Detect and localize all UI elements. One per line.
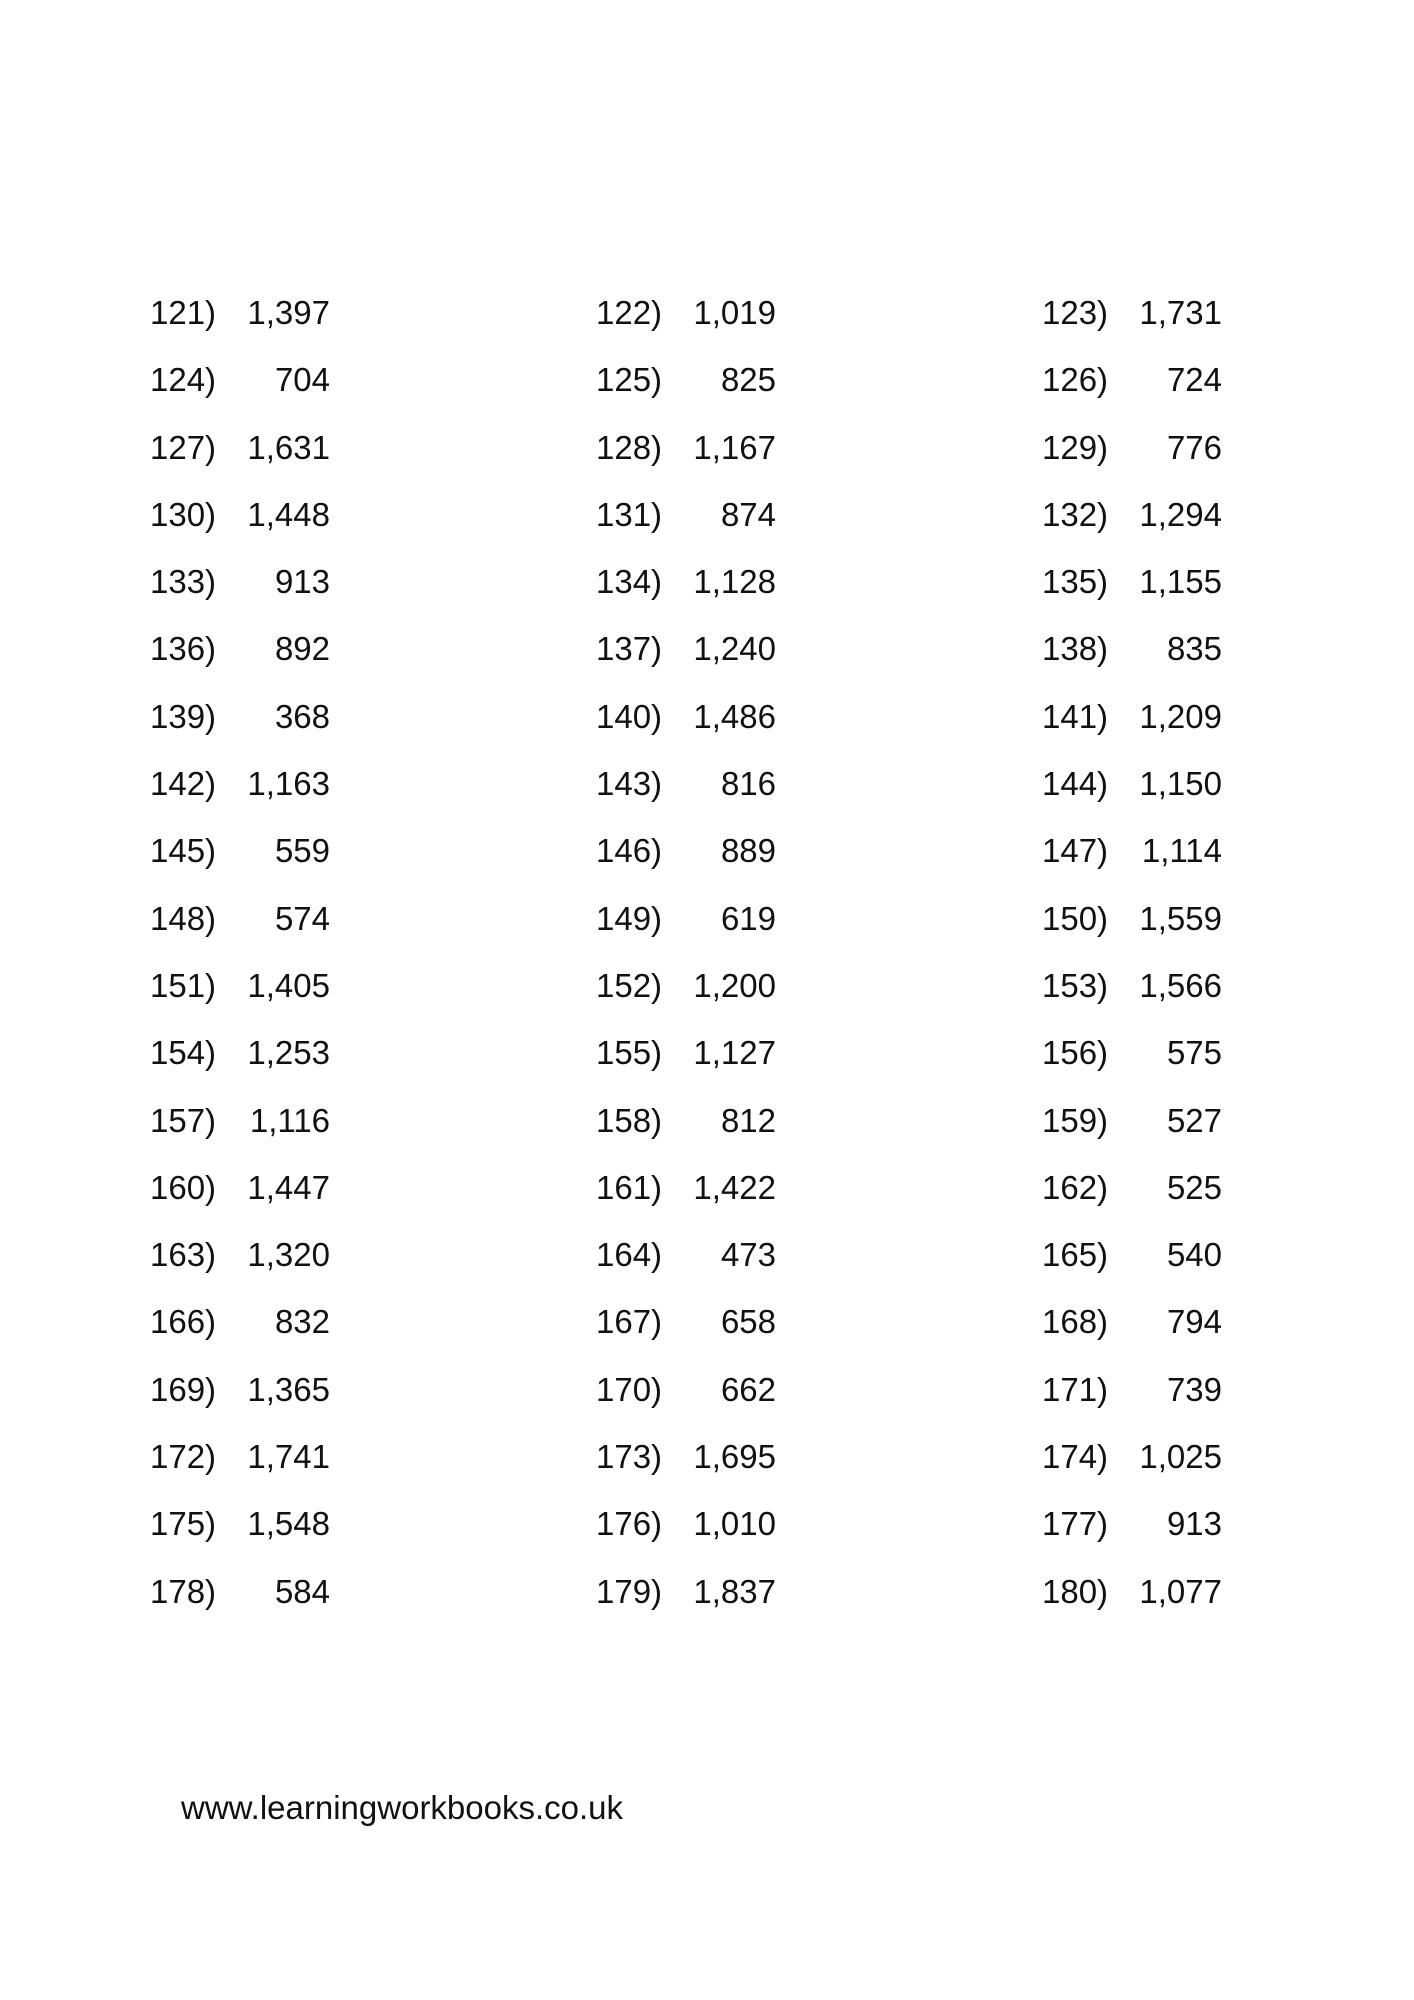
answer-item: [596, 357, 776, 403]
answer-item: [1042, 1232, 1222, 1278]
answer-item: [596, 963, 776, 1009]
question-number: 141): [1042, 697, 1109, 735]
answer-item: [1042, 626, 1222, 672]
answer-item: [596, 1299, 776, 1345]
answer-value: 794: [1166, 1303, 1222, 1341]
answer-item: [150, 559, 330, 605]
answer-value: 704: [274, 361, 330, 399]
answer-value: 1,365: [247, 1370, 330, 1408]
answer-row: [0, 290, 1414, 357]
question-number: 122): [596, 294, 663, 331]
answer-item: [150, 896, 330, 942]
answer-value: 835: [1166, 630, 1222, 668]
answer-item: [596, 1569, 776, 1615]
question-number: 131): [596, 495, 663, 533]
answer-value: 1,114: [1141, 832, 1222, 870]
question-number: 150): [1042, 899, 1109, 937]
question-number: 124): [150, 361, 217, 399]
answer-value: 1,631: [247, 428, 330, 466]
answer-item: [1042, 1501, 1222, 1547]
answer-value: 1,128: [693, 563, 776, 601]
answer-value: 1,405: [247, 966, 330, 1004]
question-number: 161): [596, 1168, 663, 1206]
answer-item: [150, 828, 330, 874]
answer-value: 1,025: [1139, 1438, 1222, 1476]
answer-item: [1042, 492, 1222, 538]
question-number: 128): [596, 428, 663, 466]
answer-row: [0, 828, 1414, 895]
answer-item: [150, 1367, 330, 1413]
question-number: 133): [150, 563, 217, 601]
question-number: 175): [150, 1505, 217, 1543]
answer-row: [0, 694, 1414, 761]
answer-value: 1,548: [247, 1505, 330, 1543]
answer-value: 1,448: [247, 495, 330, 533]
answer-item: [1042, 1367, 1222, 1413]
answer-item: [1042, 1098, 1222, 1144]
answer-row: [0, 896, 1414, 963]
answer-row: [0, 1501, 1414, 1568]
answer-value: 1,077: [1139, 1572, 1222, 1610]
question-number: 169): [150, 1370, 217, 1408]
question-number: 129): [1042, 428, 1109, 466]
answer-value: 1,486: [693, 697, 776, 735]
answer-row: [0, 1569, 1414, 1636]
question-number: 162): [1042, 1168, 1109, 1206]
question-number: 163): [150, 1236, 217, 1274]
answer-item: [150, 963, 330, 1009]
answer-row: [0, 1098, 1414, 1165]
answer-item: [596, 828, 776, 874]
answer-item: [1042, 896, 1222, 942]
answer-item: [596, 492, 776, 538]
answer-value: 816: [720, 765, 776, 803]
answer-item: [150, 1569, 330, 1615]
question-number: 125): [596, 361, 663, 399]
answer-value: 1,010: [693, 1505, 776, 1543]
answer-row: [0, 1165, 1414, 1232]
question-number: 147): [1042, 832, 1109, 870]
answer-value: 812: [720, 1101, 776, 1139]
answer-item: [150, 1098, 330, 1144]
answer-item: [150, 761, 330, 807]
answer-row: [0, 1299, 1414, 1366]
answer-value: 1,741: [247, 1438, 330, 1476]
answer-row: [0, 963, 1414, 1030]
answer-value: 892: [274, 630, 330, 668]
answer-value: 1,447: [247, 1168, 330, 1206]
answer-item: [596, 559, 776, 605]
answer-value: 574: [274, 899, 330, 937]
answer-item: [1042, 425, 1222, 471]
answer-value: 1,209: [1139, 697, 1222, 735]
answer-value: 1,019: [693, 294, 776, 331]
question-number: 167): [596, 1303, 663, 1341]
answer-value: 619: [720, 899, 776, 937]
answer-row: [0, 1367, 1414, 1434]
question-number: 164): [596, 1236, 663, 1274]
question-number: 158): [596, 1101, 663, 1139]
question-number: 148): [150, 899, 217, 937]
answer-value: 525: [1166, 1168, 1222, 1206]
question-number: 132): [1042, 495, 1109, 533]
answer-value: 1,167: [693, 428, 776, 466]
answer-item: [1042, 828, 1222, 874]
answer-value: 658: [720, 1303, 776, 1341]
question-number: 153): [1042, 966, 1109, 1004]
answer-item: [1042, 761, 1222, 807]
answer-item: [596, 425, 776, 471]
question-number: 145): [150, 832, 217, 870]
answer-item: [150, 492, 330, 538]
question-number: 126): [1042, 361, 1109, 399]
answer-value: 1,397: [247, 294, 330, 331]
question-number: 160): [150, 1168, 217, 1206]
answer-value: 1,559: [1139, 899, 1222, 937]
answer-row: [0, 492, 1414, 559]
answer-item: [1042, 357, 1222, 403]
answer-value: 584: [274, 1572, 330, 1610]
question-number: 168): [1042, 1303, 1109, 1341]
answer-item: [150, 290, 330, 336]
question-number: 152): [596, 966, 663, 1004]
answer-item: [1042, 1030, 1222, 1076]
answer-item: [150, 1232, 330, 1278]
answer-value: 1,320: [247, 1236, 330, 1274]
question-number: 156): [1042, 1034, 1109, 1072]
answer-value: 1,731: [1139, 294, 1222, 331]
answer-row: [0, 357, 1414, 424]
question-number: 134): [596, 563, 663, 601]
question-number: 135): [1042, 563, 1109, 601]
answer-value: 1,155: [1139, 563, 1222, 601]
answer-item: [150, 626, 330, 672]
answer-item: [596, 1165, 776, 1211]
question-number: 127): [150, 428, 217, 466]
answer-value: 1,253: [247, 1034, 330, 1072]
answer-item: [596, 1501, 776, 1547]
answer-value: 559: [274, 832, 330, 870]
answer-value: 1,566: [1139, 966, 1222, 1004]
answer-row: [0, 1030, 1414, 1097]
question-number: 155): [596, 1034, 663, 1072]
question-number: 170): [596, 1370, 663, 1408]
answer-item: [150, 1434, 330, 1480]
answer-value: 1,837: [693, 1572, 776, 1610]
answer-value: 1,163: [247, 765, 330, 803]
question-number: 171): [1042, 1370, 1109, 1408]
question-number: 177): [1042, 1505, 1109, 1543]
answer-value: 368: [274, 697, 330, 735]
answer-value: 473: [720, 1236, 776, 1274]
question-number: 121): [150, 294, 217, 331]
question-number: 172): [150, 1438, 217, 1476]
question-number: 159): [1042, 1101, 1109, 1139]
question-number: 130): [150, 495, 217, 533]
question-number: 140): [596, 697, 663, 735]
question-number: 154): [150, 1034, 217, 1072]
question-number: 179): [596, 1572, 663, 1610]
answer-value: 874: [720, 495, 776, 533]
answer-item: [596, 1030, 776, 1076]
question-number: 173): [596, 1438, 663, 1476]
answer-item: [150, 1299, 330, 1345]
question-number: 136): [150, 630, 217, 668]
question-number: 157): [150, 1101, 217, 1139]
answer-row: [0, 1232, 1414, 1299]
answer-item: [150, 357, 330, 403]
question-number: 180): [1042, 1572, 1109, 1610]
question-number: 165): [1042, 1236, 1109, 1274]
question-number: 166): [150, 1303, 217, 1341]
answer-item: [596, 761, 776, 807]
question-number: 178): [150, 1572, 217, 1610]
answer-item: [1042, 1299, 1222, 1345]
answer-value: 1,116: [249, 1101, 330, 1139]
question-number: 137): [596, 630, 663, 668]
answer-value: 776: [1166, 428, 1222, 466]
answer-item: [1042, 694, 1222, 740]
question-number: 146): [596, 832, 663, 870]
question-number: 174): [1042, 1438, 1109, 1476]
answer-item: [150, 1165, 330, 1211]
answer-item: [150, 425, 330, 471]
answer-value: 1,127: [693, 1034, 776, 1072]
answer-value: 1,422: [693, 1168, 776, 1206]
answer-row: [0, 559, 1414, 626]
question-number: 142): [150, 765, 217, 803]
answer-item: [1042, 1434, 1222, 1480]
answer-item: [596, 694, 776, 740]
answer-value: 575: [1166, 1034, 1222, 1072]
answer-value: 540: [1166, 1236, 1222, 1274]
answer-item: [596, 1232, 776, 1278]
answer-value: 1,200: [693, 966, 776, 1004]
answer-item: [150, 1501, 330, 1547]
answer-item: [150, 1030, 330, 1076]
answer-value: 889: [720, 832, 776, 870]
answer-value: 724: [1166, 361, 1222, 399]
answer-value: 825: [720, 361, 776, 399]
question-number: 149): [596, 899, 663, 937]
question-number: 144): [1042, 765, 1109, 803]
answer-grid: [0, 290, 1414, 1636]
question-number: 176): [596, 1505, 663, 1543]
answer-value: 913: [1166, 1505, 1222, 1543]
answer-row: [0, 626, 1414, 693]
answer-item: [596, 626, 776, 672]
answer-item: [150, 694, 330, 740]
answer-item: [1042, 559, 1222, 605]
answer-value: 1,240: [693, 630, 776, 668]
answer-row: [0, 425, 1414, 492]
question-number: 138): [1042, 630, 1109, 668]
answer-item: [596, 1434, 776, 1480]
question-number: 123): [1042, 294, 1109, 331]
answer-value: 913: [274, 563, 330, 601]
answer-item: [1042, 1165, 1222, 1211]
answer-row: [0, 1434, 1414, 1501]
answer-item: [596, 290, 776, 336]
answer-value: 739: [1166, 1370, 1222, 1408]
question-number: 151): [150, 966, 217, 1004]
answer-item: [1042, 963, 1222, 1009]
answer-item: [1042, 290, 1222, 336]
answer-item: [596, 896, 776, 942]
answer-value: 1,294: [1139, 495, 1222, 533]
answer-item: [1042, 1569, 1222, 1615]
footer-website: www.learningworkbooks.co.uk: [181, 1789, 624, 1826]
answer-row: [0, 761, 1414, 828]
answer-value: 662: [720, 1370, 776, 1408]
answer-value: 527: [1166, 1101, 1222, 1139]
answer-item: [596, 1098, 776, 1144]
answer-value: 1,150: [1139, 765, 1222, 803]
answer-item: [596, 1367, 776, 1413]
question-number: 139): [150, 697, 217, 735]
question-number: 143): [596, 765, 663, 803]
answer-value: 1,695: [693, 1438, 776, 1476]
answer-value: 832: [274, 1303, 330, 1341]
